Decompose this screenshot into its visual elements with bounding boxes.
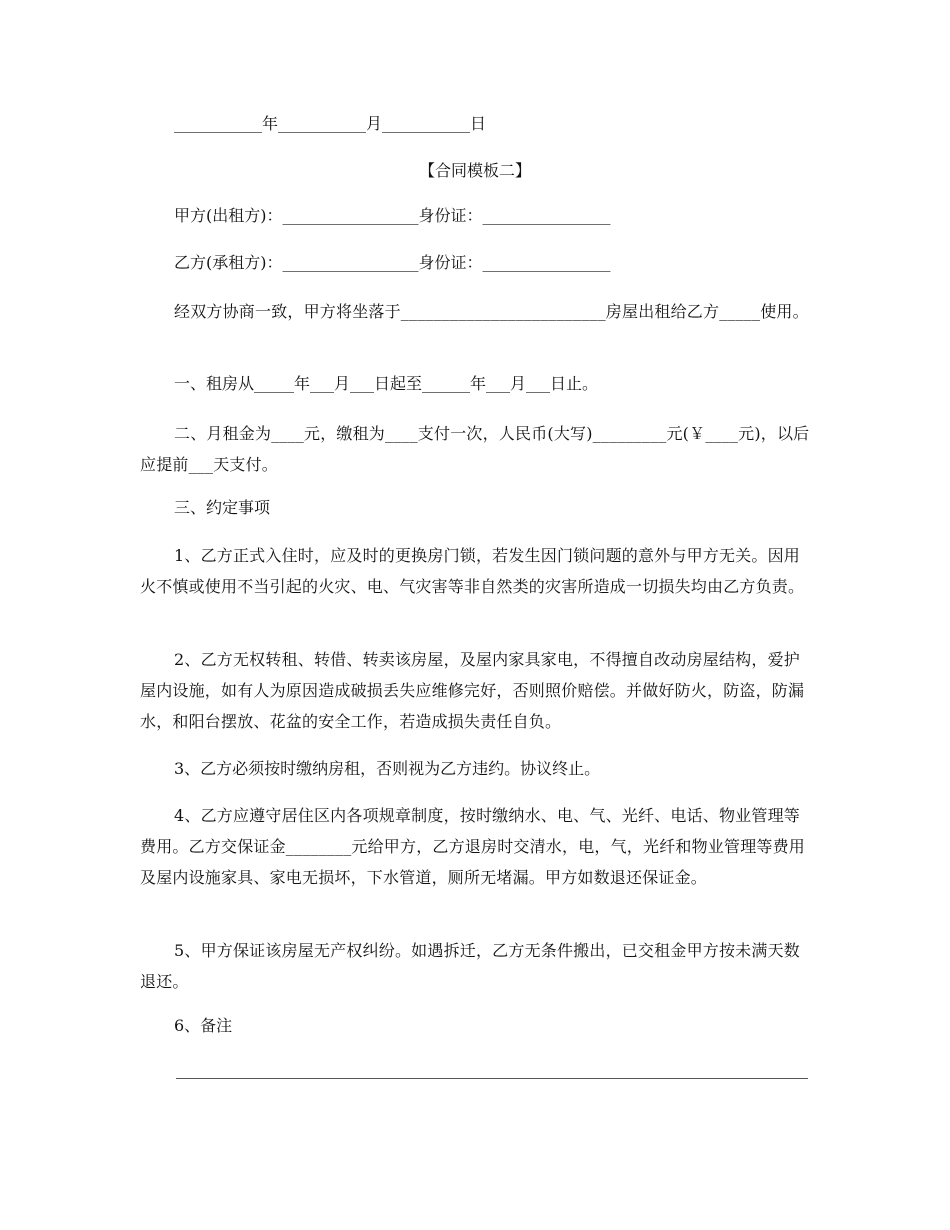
agreement-item-6: 6、备注 xyxy=(174,1016,233,1035)
agreement-item-2: 2、乙方无权转租、转借、转卖该房屋，及屋内家具家电，不得擅自改动房屋结构，爱护屋内设施，如有人为原因造成破损丢失应维修完好，否则照价赔偿。并做好防火，防盗，防漏水，和阳台摆放、花盆的安全工作，若造成损失责任自负。 xyxy=(140,650,805,731)
agreement-item-5: 5、甲方保证该房屋无产权纠纷。如遇拆迁，乙方无条件搬出，已交租金甲方按未满天数退还。 xyxy=(140,941,800,991)
remarks-blank-line xyxy=(176,1078,808,1079)
premises-clause: 经双方协商一致，甲方将坐落于_________________________房屋出租给乙方_____使用。 xyxy=(174,302,809,321)
rent-clause: 二、月租金为____元，缴租为____支付一次，人民币(大写)_________元(￥____元)，以后应提前___天支付。 xyxy=(140,424,810,474)
party-b-line: 乙方(承租方)：_________________身份证：________________ xyxy=(174,253,611,272)
section-3-heading: 三、约定事项 xyxy=(174,498,271,517)
contract-title: 【合同模板二】 xyxy=(418,161,531,180)
date-line: ___________年___________月___________日 xyxy=(174,114,487,133)
agreement-item-4: 4、乙方应遵守居住区内各项规章制度，按时缴纳水、电、气、光纤、电话、物业管理等费用。乙方交保证金________元给甲方，乙方退房时交清水，电，气，光纤和物业管理等费用及屋内设施家具、家电无损坏，下水管道，厕所无堵漏。甲方如数退还保证金。 xyxy=(140,806,806,887)
agreement-item-1: 1、乙方正式入住时，应及时的更换房门锁，若发生因门锁问题的意外与甲方无关。因用火不慎或使用不当引起的火灾、电、气灾害等非自然类的灾害所造成一切损失均由乙方负责。 xyxy=(140,546,805,596)
term-clause: 一、租房从_____年___月___日起至______年___月___日止。 xyxy=(174,374,599,393)
agreement-item-3: 3、乙方必须按时缴纳房租，否则视为乙方违约。协议终止。 xyxy=(174,759,601,778)
party-a-line: 甲方(出租方)：_________________身份证：________________ xyxy=(174,206,611,225)
